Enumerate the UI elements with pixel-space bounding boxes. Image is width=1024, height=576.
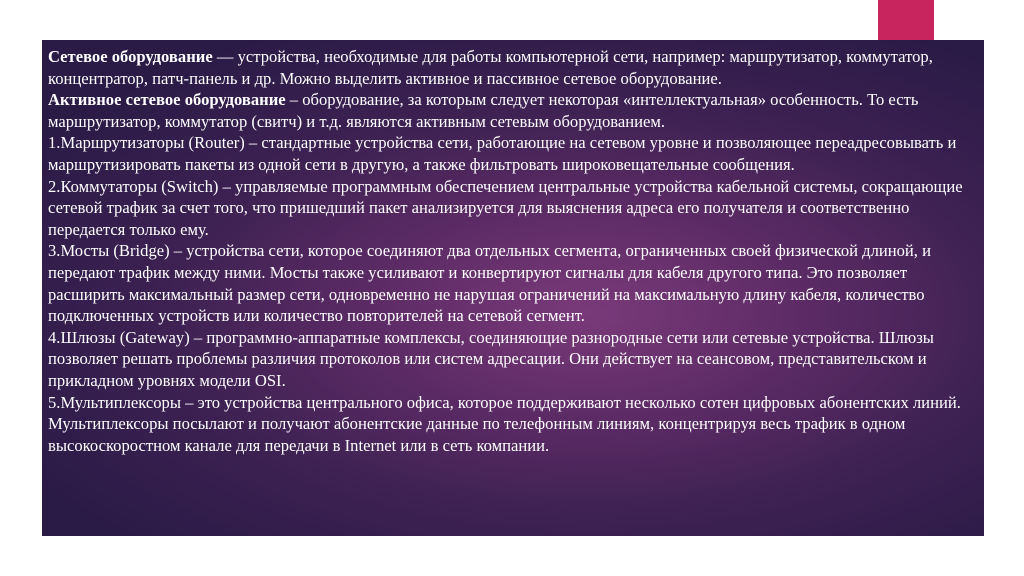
text-block [48,46,976,456]
term-active-equipment: Активное сетевое оборудование [48,90,286,110]
term-network-equipment: Сетевое оборудование [48,47,213,66]
paragraph-gateways: 4.Шлюзы (Gateway) – программно-аппаратные комплексы, соединяющие разнородные сети или сетевые устройства. Шлюзы позволяет решать проблемы различия протоколов или систем адресации. Они действует на сеансовом, представительском и прикладном уровнях модели OSI. [48,327,934,390]
paragraph-definition [48,46,976,89]
paragraph-multiplexers: 5.Мультиплексоры – это устройства центрального офиса, которое поддерживают несколько сотен цифровых абонентских линий. Мультиплексоры посылают и получают абонентские данные по телефонным линиям, концентрируя весь трафик в одном высокоскоростном канале для передачи в Internet или в сеть компании. [48,392,961,455]
paragraph-active-equipment [48,89,976,132]
paragraph-routers: 1.Маршрутизаторы (Router) – стандартные устройства сети, работающие на сетевом уровне и позволяющее переадресовывать и маршрутизировать пакеты из одной сети в другую, а также фильтровать широковещательные сообщения. [48,133,957,174]
paragraph-bridges: 3.Мосты (Bridge) – устройства сети, которое соединяют два отдельных сегмента, ограниченных своей физической длиной, и передают трафик между ними. Мосты также усиливают и конвертируют сигналы для кабеля другого типа. Это позволяет расширить максимальный размер сети, одновременно не нарушая ограничений на максимальную длину кабеля, количество подключенных устройств или количество повторителей на сетевой сегмент. [48,241,931,326]
definition-text: — устройства, необходимые для работы компьютерной сети, например: маршрутизатор, коммутатор, концентратор, патч-панель и др. Можно выделить активное и пассивное сетевое оборудование. [48,47,933,88]
paragraph-switches: 2.Коммутаторы (Switch) – управляемые программным обеспечением центральные устройства кабельной системы, сокращающие сетевой трафик за счет того, что пришедший пакет анализируется для выяснения адреса его получателя и соответственно передается только ему. [48,176,963,239]
active-equipment-text: – оборудование, за которым следует некоторая «интеллектуальная» особенность. То есть маршрутизатор, коммутатор (свитч) и т.д. являются активным сетевым оборудованием. [48,90,919,131]
content-box [42,40,984,536]
